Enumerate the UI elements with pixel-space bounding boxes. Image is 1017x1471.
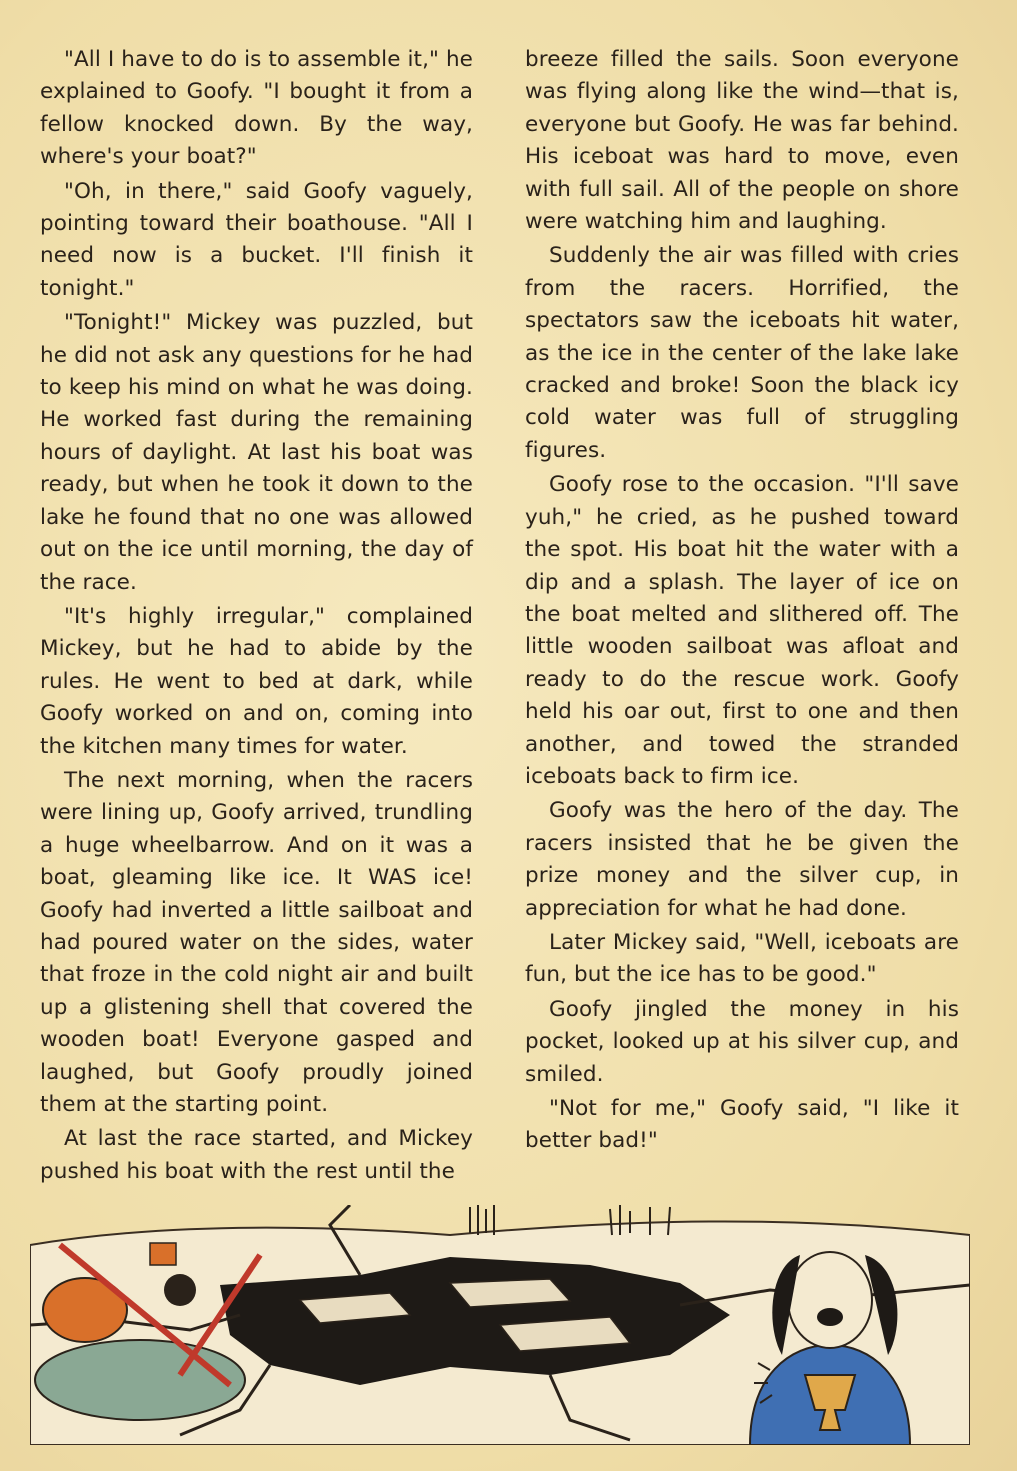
character-head	[164, 1274, 196, 1306]
boat-hull	[35, 1340, 245, 1420]
paragraph: Suddenly the air was filled with cries from the racers. Horrified, the spectators saw the iceboats hit water, as the ice in the center of the lake lake cracked and broke! Soon the black icy cold water was full of struggling figures.	[525, 243, 959, 463]
paragraph: "It's highly irregular," complained Mickey, but he had to abide by the rules. He went to bed at dark, while Goofy worked on and on, coming into the kitchen many times for water.	[40, 603, 473, 759]
hat	[150, 1243, 176, 1265]
ice-lake-illustration	[30, 1205, 970, 1445]
paragraph: Goofy jingled the money in his pocket, looked up at his silver cup, and smiled.	[525, 996, 959, 1087]
paragraph: "Not for me," Goofy said, "I like it better bad!"	[525, 1096, 959, 1154]
paragraph: At last the race started, and Mickey pushed his boat with the rest until the	[40, 1126, 473, 1184]
paragraph: Later Mickey said, "Well, iceboats are fun, but the ice has to be good."	[525, 929, 959, 988]
paragraph: Goofy rose to the occasion. "I'll save yuh," he cried, as he pushed toward the spot. His boat hit the water with a dip and a splash. The layer of ice on the boat melted and slithered off. The little wooden sailboat was afloat and ready to do the rescue work. Goofy held his oar out, first to one and then another, and towed the stranded iceboats back to firm ice.	[525, 472, 959, 789]
goofy-nose	[817, 1308, 843, 1326]
paragraph: breeze filled the sails. Soon everyone was flying along like the wind—that is, everyone but Goofy. He was far behind. His iceboat was hard to move, even with full sail. All of the people on shore were watching him and laughing.	[525, 47, 959, 235]
paragraph: The next morning, when the racers were lining up, Goofy arrived, trundling a huge wheelbarrow. And on it was a boat, gleaming like ice. It WAS ice! Goofy had inverted a little sailboat and had poured water on the sides, water that froze in the cold night air and built up a glistening shell that covered the wooden boat! Everyone gasped and laughed, but Goofy proudly joined them at the starting point.	[40, 767, 473, 1117]
paragraph: "Oh, in there," said Goofy vaguely, pointing toward their boathouse. "All I need now is a bucket. I'll finish it tonight."	[40, 178, 473, 301]
goofy-head	[788, 1252, 872, 1348]
paragraph: Goofy was the hero of the day. The racers insisted that he be given the prize money and the silver cup, in appreciation for what he had done.	[525, 798, 959, 921]
left-text-column	[40, 44, 473, 1190]
right-text-column	[525, 44, 959, 1160]
paragraph: "Tonight!" Mickey was puzzled, but he did not ask any questions for he had to keep his mind on what he was doing. He worked fast during the remaining hours of daylight. At last his boat was ready, but when he took it down to the lake he found that no one was allowed out on the ice until morning, the day of the race.	[40, 310, 473, 595]
paragraph: "All I have to do is to assemble it," he explained to Goofy. "I bought it from a fellow knocked down. By the way, where's your boat?"	[40, 47, 473, 170]
